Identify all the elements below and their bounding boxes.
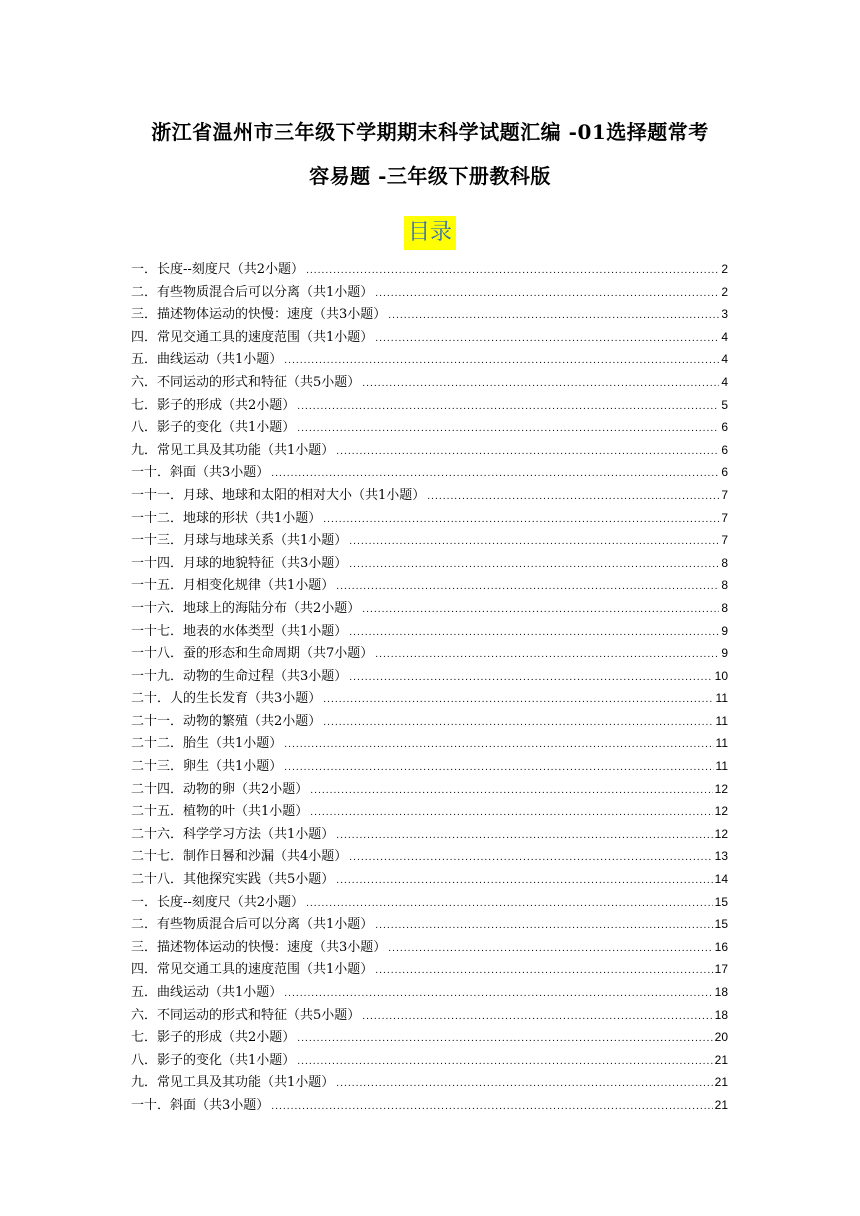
toc-leader-dots [349,847,712,870]
toc-entry-label: 一十．斜面（共3小题） [131,1097,270,1113]
toc-leader-dots [427,486,719,509]
toc-entry-label: 五．曲线运动（共1小题） [131,985,283,1000]
toc-entry-page-number: 6 [721,420,728,435]
toc-entry-page-number: 18 [714,985,728,999]
toc-entry[interactable] [131,891,728,914]
toc-entry[interactable] [131,597,728,620]
toc-entry[interactable] [131,800,728,823]
toc-entry[interactable] [131,687,728,710]
toc-entry-label: 三．描述物体运动的快慢：速度（共3小题） [131,307,387,323]
toc-entry-page-number: 15 [714,917,728,932]
toc-leader-dots [375,644,719,667]
toc-leader-dots [284,757,713,780]
toc-entry-label: 二十八．其他探究实践（共5小题） [131,872,335,888]
toc-entry-label: 一十七．地表的水体类型（共1小题） [131,623,348,639]
toc-heading: 目录 [404,216,456,250]
toc-entry-label: 二．有些物质混合后可以分离（共1小题） [131,284,374,300]
toc-entry[interactable] [131,732,728,755]
toc-leader-dots [310,780,712,803]
toc-entry-page-number: 17 [714,962,728,977]
toc-leader-dots [271,463,719,486]
toc-entry[interactable] [131,394,728,417]
toc-entry-label: 二十一．动物的繁殖（共2小题） [131,713,322,729]
toc-leader-dots [297,418,719,441]
toc-leader-dots [349,667,712,690]
toc-leader-dots [349,554,719,577]
toc-leader-dots [336,825,712,848]
toc-leader-dots [362,1006,712,1029]
toc-entry-label: 二十二．胎生（共1小题） [131,736,283,752]
toc-entry-page-number: 12 [714,781,728,796]
toc-entry-page-number: 11 [715,713,728,728]
toc-entry-label: 二十．人的生长发育（共3小题） [131,691,322,707]
toc-entry-page-number: 21 [714,1097,728,1112]
toc-entry-label: 一十五．月相变化规律（共1小题） [131,578,335,594]
toc-entry-page-number: 14 [714,872,728,887]
toc-leader-dots [323,509,719,532]
toc-entry[interactable] [131,552,728,575]
document-title-line-2: 容易题 -三年级下册教科版 [309,164,551,188]
document-title-line-1: 浙江省温州市三年级下学期期末科学试题汇编 -01选择题常考 [151,120,709,144]
toc-entry[interactable] [131,416,728,439]
toc-leader-dots [388,305,719,328]
toc-entry-label: 四．常见交通工具的速度范围（共1小题） [131,962,374,978]
toc-entry[interactable] [131,958,728,981]
table-of-contents [131,258,728,1117]
toc-entry[interactable] [131,529,728,552]
toc-leader-dots [349,622,719,645]
toc-entry-label: 二十三．卵生（共1小题） [131,759,283,775]
toc-entry-label: 七．影子的形成（共2小题） [131,1030,296,1046]
toc-entry[interactable] [131,1049,728,1072]
toc-entry-page-number: 16 [714,939,728,954]
toc-leader-dots [375,915,712,938]
toc-entry-label: 六．不同运动的形式和特征（共5小题） [131,1007,361,1023]
toc-entry-label: 一十三．月球与地球关系（共1小题） [131,533,348,549]
toc-entry-label: 二十六．科学学习方法（共1小题） [131,826,335,842]
toc-entry[interactable] [131,1094,728,1117]
toc-entry-label: 二十五．植物的叶（共1小题） [131,804,309,820]
toc-entry[interactable] [131,507,728,530]
toc-leader-dots [297,1051,712,1074]
toc-leader-dots [375,328,719,351]
toc-entry[interactable] [131,936,728,959]
toc-entry[interactable] [131,778,728,801]
toc-leader-dots [362,373,719,396]
toc-leader-dots [375,283,719,306]
toc-leader-dots [306,260,719,283]
toc-entry[interactable] [131,1004,728,1027]
toc-entry[interactable] [131,461,728,484]
toc-heading-container [0,216,860,250]
toc-entry-page-number: 2 [721,262,728,276]
toc-entry-label: 九．常见工具及其功能（共1小题） [131,442,335,458]
toc-entry-page-number: 21 [714,1075,728,1090]
toc-entry-page-number: 9 [721,646,728,661]
toc-entry-label: 四．常见交通工具的速度范围（共1小题） [131,329,374,345]
toc-entry[interactable] [131,620,728,643]
toc-entry-label: 一．长度--刻度尺（共2小题） [131,262,305,277]
toc-entry-page-number: 5 [721,397,728,412]
toc-entry-label: 六．不同运动的形式和特征（共5小题） [131,374,361,390]
toc-entry-label: 一十．斜面（共3小题） [131,465,270,481]
toc-entry[interactable] [131,823,728,846]
toc-leader-dots [362,599,719,622]
toc-leader-dots [336,1073,712,1096]
toc-entry-page-number: 8 [721,555,728,570]
toc-entry-page-number: 15 [714,894,728,909]
toc-entry-page-number: 20 [714,1030,728,1045]
toc-entry-page-number: 11 [715,691,728,706]
toc-entry-page-number: 4 [721,352,728,367]
toc-entry-label: 一十二．地球的形状（共1小题） [131,510,322,526]
toc-entry[interactable] [131,348,728,371]
toc-leader-dots [310,802,712,825]
toc-entry[interactable] [131,710,728,733]
toc-entry-page-number: 8 [721,578,728,593]
toc-entry[interactable] [131,981,728,1004]
toc-leader-dots [271,1096,712,1119]
toc-entry-page-number: 6 [721,465,728,480]
toc-entry[interactable] [131,755,728,778]
toc-entry[interactable] [131,1026,728,1049]
toc-leader-dots [336,870,712,893]
toc-leader-dots [323,712,713,735]
toc-leader-dots [284,350,719,373]
toc-entry-label: 三．描述物体运动的快慢：速度（共3小题） [131,939,387,955]
toc-entry-page-number: 18 [714,1007,728,1022]
toc-entry-label: 九．常见工具及其功能（共1小题） [131,1075,335,1091]
toc-entry-page-number: 4 [721,329,728,344]
toc-entry-label: 八．影子的变化（共1小题） [131,420,296,436]
toc-entry[interactable] [131,1071,728,1094]
toc-entry-page-number: 6 [721,442,728,457]
toc-leader-dots [297,1028,712,1051]
toc-entry[interactable] [131,281,728,304]
toc-entry[interactable] [131,258,728,281]
toc-entry-page-number: 7 [721,487,728,502]
toc-entry-page-number: 2 [721,284,728,299]
toc-leader-dots [323,689,713,712]
toc-entry[interactable] [131,574,728,597]
toc-entry-page-number: 21 [714,1052,728,1067]
toc-entry[interactable] [131,665,728,688]
toc-entry[interactable] [131,484,728,507]
toc-leader-dots [297,396,719,419]
toc-entry[interactable] [131,913,728,936]
toc-leader-dots [349,531,719,554]
toc-entry-label: 二．有些物质混合后可以分离（共1小题） [131,917,374,933]
toc-entry-label: 五．曲线运动（共1小题） [131,352,283,368]
toc-entry-page-number: 8 [721,600,728,615]
toc-leader-dots [375,960,712,983]
toc-entry-page-number: 12 [714,804,728,819]
toc-leader-dots [306,893,713,916]
toc-leader-dots [336,576,719,599]
toc-entry[interactable] [131,326,728,349]
toc-entry[interactable] [131,845,728,868]
toc-entry-page-number: 3 [721,307,728,322]
toc-leader-dots [336,441,719,464]
toc-entry-page-number: 10 [714,668,728,683]
toc-entry-page-number: 9 [721,623,728,638]
toc-entry-page-number: 7 [721,533,728,548]
toc-entry-page-number: 4 [721,374,728,389]
toc-entry-label: 二十四．动物的卵（共2小题） [131,781,309,797]
toc-entry[interactable] [131,868,728,891]
toc-entry-label: 八．影子的变化（共1小题） [131,1052,296,1068]
toc-entry-label: 二十七．制作日晷和沙漏（共4小题） [131,849,348,865]
toc-leader-dots [284,734,713,757]
toc-leader-dots [388,938,712,961]
toc-entry-label: 一十八．蚕的形态和生命周期（共7小题） [131,646,374,662]
toc-entry[interactable] [131,439,728,462]
toc-leader-dots [284,983,712,1006]
toc-entry-page-number: 7 [721,510,728,525]
toc-entry[interactable] [131,642,728,665]
toc-entry-label: 七．影子的形成（共2小题） [131,397,296,413]
toc-entry-label: 一十四．月球的地貌特征（共3小题） [131,555,348,571]
toc-entry[interactable] [131,371,728,394]
toc-entry[interactable] [131,303,728,326]
toc-entry-page-number: 11 [715,759,728,774]
toc-entry-label: 一十一．月球、地球和太阳的相对大小（共1小题） [131,487,426,503]
toc-entry-label: 一．长度--刻度尺（共2小题） [131,894,305,910]
toc-entry-page-number: 13 [714,849,728,864]
toc-entry-label: 一十六．地球上的海陆分布（共2小题） [131,600,361,616]
toc-entry-page-number: 12 [714,826,728,841]
toc-entry-label: 一十九．动物的生命过程（共3小题） [131,668,348,684]
toc-entry-page-number: 11 [715,736,728,751]
